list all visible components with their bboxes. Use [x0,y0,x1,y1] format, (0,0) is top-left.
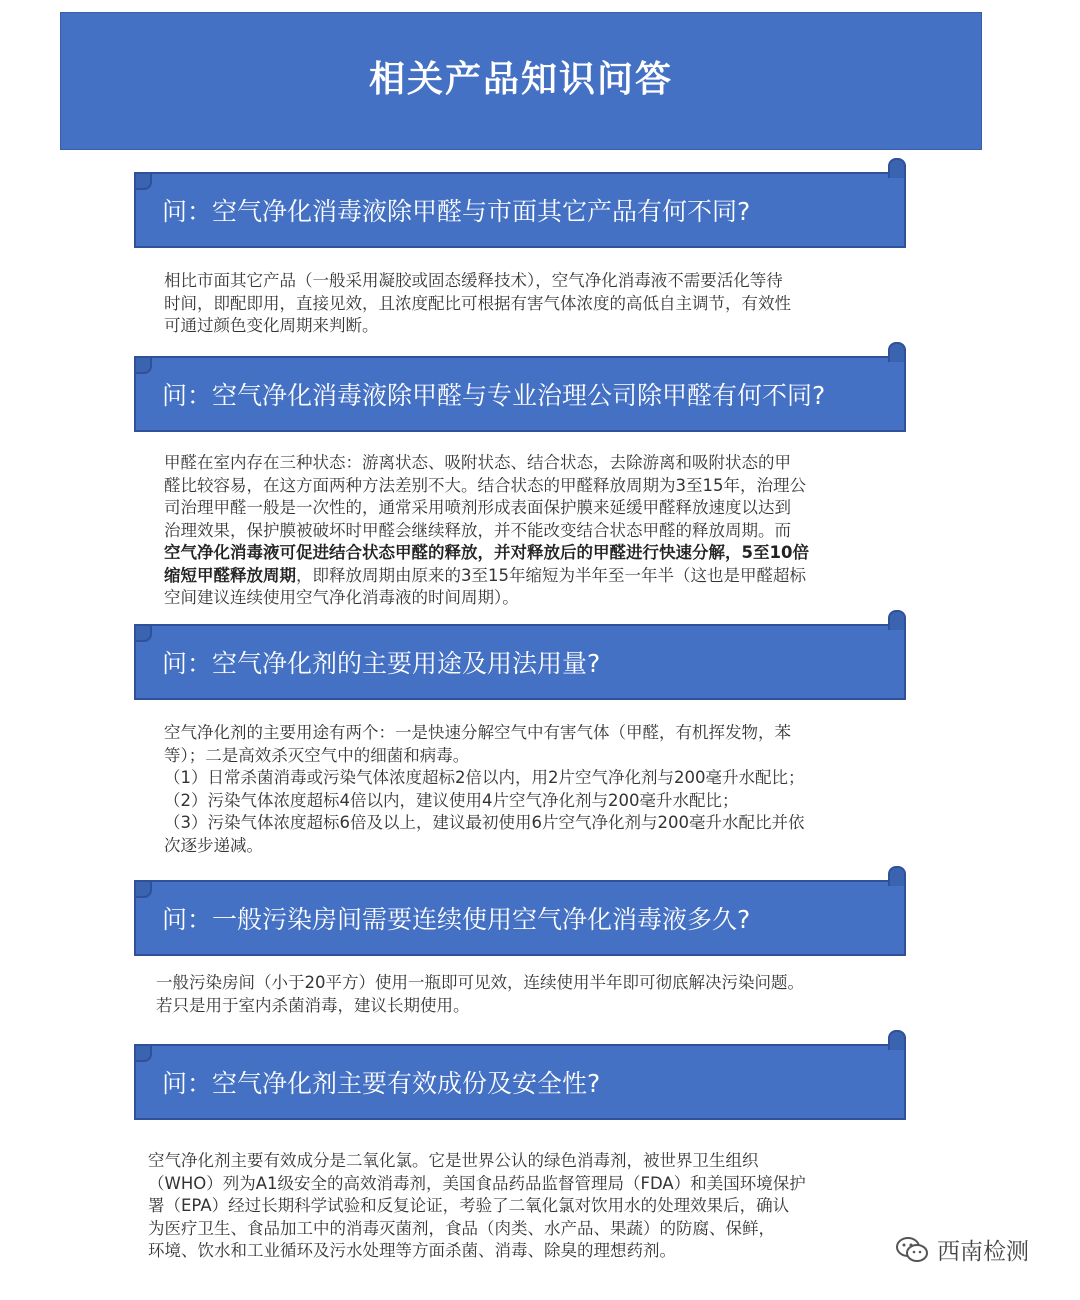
answer-2 [164,452,904,610]
answer-3 [164,722,904,857]
question-banner-3 [134,624,906,700]
answer-line: 醛比较容易，在这方面两种方法差别不大。结合状态的甲醛释放周期为3至15年，治理公 [164,475,806,495]
answer-line: 时间，即配即用，直接见效，且浓度配比可根据有害气体浓度的高低自主调节，有效性 [164,293,791,313]
answer-line: （WHO）列为A1级安全的高效消毒剂，美国食品药品监督管理局（FDA）和美国环境保护 [148,1173,806,1193]
question-banner-5 [134,1044,906,1120]
answer-line: 空气净化剂主要有效成分是二氧化氯。它是世界公认的绿色消毒剂，被世界卫生组织 [148,1151,759,1170]
answer-line: 可通过颜色变化周期来判断。 [164,316,379,335]
answer-line: 为医疗卫生、食品加工中的消毒灭菌剂，食品（肉类、水产品、果蔬）的防腐、保鲜， [148,1218,775,1238]
answer-line: （3）污染气体浓度超标6倍及以上，建议最初使用6片空气净化剂与200毫升水配比并依 [164,813,805,832]
answer-line: 等）；二是高效杀灭空气中的细菌和病毒。 [164,745,470,765]
answer-line: 治理效果，保护膜被破坏时甲醛会继续释放，并不能改变结合状态甲醛的释放周期。而 [164,520,791,540]
answer-line: 空间建议连续使用空气净化消毒液的时间周期）。 [164,588,519,607]
question-banner-1 [134,172,906,248]
answer-bold-segment: 缩短甲醛释放周期 [164,565,296,585]
answer-5 [148,1150,898,1263]
wechat-icon [895,1236,929,1264]
answer-line: （2）污染气体浓度超标4倍以内，建议使用4片空气净化剂与200毫升水配比； [164,790,739,810]
answer-line: 一般污染房间（小于20平方）使用一瓶即可见效，连续使用半年即可彻底解决污染问题。 [156,973,804,992]
answer-1 [164,270,904,338]
question-text-1: 问：空气净化消毒液除甲醛与市面其它产品有何不同? [162,197,751,226]
answer-4 [156,972,906,1017]
question-banner-4 [134,880,906,956]
answer-line: 次逐步递减。 [164,835,263,855]
answer-line: 若只是用于室内杀菌消毒，建议长期使用。 [156,995,470,1015]
page-title: 相关产品知识问答 [368,58,673,100]
answer-line-bold: 空气净化消毒液可促进结合状态甲醛的释放，并对释放后的甲醛进行快速分解，5至10倍 [164,543,809,562]
answer-line: 空气净化剂的主要用途有两个：一是快速分解空气中有害气体（甲醛，有机挥发物，苯 [164,723,791,742]
question-text-3: 问：空气净化剂的主要用途及用法用量? [162,649,601,678]
watermark-text: 西南检测 [937,1239,1029,1265]
answer-line: 司治理甲醛一般是一次性的，通常采用喷剂形成表面保护膜来延缓甲醛释放速度以达到 [164,498,791,517]
title-banner [60,12,982,150]
answer-line: 环境、饮水和工业循环及污水处理等方面杀菌、消毒、除臭的理想药剂。 [148,1241,676,1260]
question-text-5: 问：空气净化剂主要有效成份及安全性? [162,1069,601,1098]
answer-line: 相比市面其它产品（一般采用凝胶或固态缓释技术），空气净化消毒液不需要活化等待 [164,271,783,290]
answer-tail-segment: ，即释放周期由原来的3至15年缩短为半年至一年半（这也是甲醛超标 [296,565,806,585]
question-banner-2 [134,356,906,432]
answer-line-mixed [164,565,904,588]
question-text-2: 问：空气净化消毒液除甲醛与专业治理公司除甲醛有何不同? [162,381,826,410]
answer-line: （1）日常杀菌消毒或污染气体浓度超标2倍以内，用2片空气净化剂与200毫升水配比； [164,768,805,787]
answer-line: 甲醛在室内存在三种状态：游离状态、吸附状态、结合状态，去除游离和吸附状态的甲 [164,453,791,472]
answer-line: 署（EPA）经过长期科学试验和反复论证，考验了二氧化氯对饮用水的处理效果后，确认 [148,1196,790,1215]
watermark [895,1233,1029,1266]
question-text-4: 问：一般污染房间需要连续使用空气净化消毒液多久? [162,905,751,934]
